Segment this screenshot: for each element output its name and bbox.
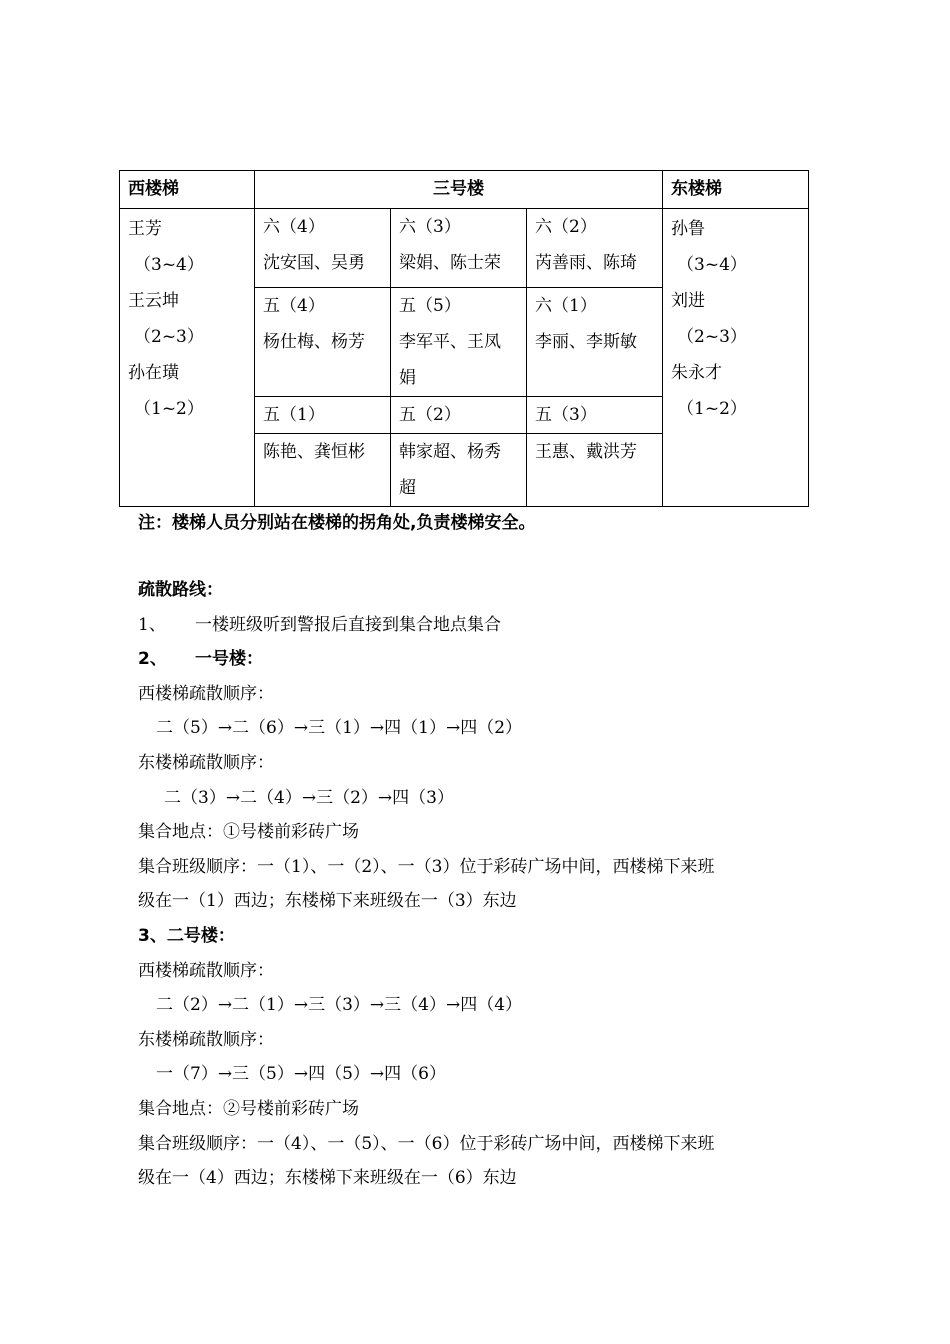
routes-title: 疏散路线：	[138, 580, 223, 600]
staff-floors: （2~3）	[134, 327, 204, 347]
class-cell	[527, 209, 663, 288]
class-label: 五（4）	[263, 296, 325, 316]
teacher-names: 王惠、戴洪芳	[535, 442, 637, 462]
staff-name: 孙鲁	[671, 219, 706, 239]
route-item-2	[138, 642, 838, 677]
building2-assembly-point: 集合地点：②号楼前彩砖广场	[138, 1098, 359, 1119]
header-east-stairs: 东楼梯	[663, 171, 809, 209]
table-header-row	[120, 171, 809, 209]
class-label: 五（3）	[535, 405, 597, 425]
staff-name: 刘进	[671, 291, 706, 311]
class-cell	[527, 288, 663, 397]
staff-floors: （1~2）	[134, 399, 204, 419]
class-cell	[255, 288, 391, 397]
west-staff-cell	[120, 209, 255, 507]
class-cell	[391, 397, 527, 434]
item-text: 一楼班级听到警报后直接到集合地点集合	[195, 614, 501, 635]
table-row	[120, 209, 809, 288]
route-item-1	[138, 608, 838, 643]
class-cell	[391, 288, 527, 397]
header-building-3: 三号楼	[255, 171, 663, 209]
evacuation-routes	[138, 573, 838, 1196]
building2-order-line2: 级在一（4）西边；东楼梯下来班级在一（6）东边	[138, 1168, 517, 1189]
east-staff-cell	[663, 209, 809, 507]
building1-west-sequence: 二（5）→二（6）→三（1）→四（1）→四（2）	[156, 718, 523, 739]
class-label: 六（2）	[535, 217, 597, 237]
class-label: 五（5）	[399, 296, 461, 316]
item-number: 2、	[138, 649, 167, 670]
staff-name: 孙在璜	[128, 363, 179, 383]
building1-east-label: 东楼梯疏散顺序：	[138, 752, 274, 773]
staff-floors: （1~2）	[677, 399, 747, 419]
staff-floors: （3~4）	[677, 255, 747, 275]
building1-west-label: 西楼梯疏散顺序：	[138, 683, 274, 704]
teacher-names: 韩家超、杨秀	[399, 442, 501, 462]
class-label: 六（4）	[263, 217, 325, 237]
staff-floors: （2~3）	[677, 327, 747, 347]
class-cell	[527, 397, 663, 434]
stair-duty-table	[119, 170, 809, 507]
staff-name: 王芳	[128, 219, 162, 239]
header-west-stairs: 西楼梯	[120, 171, 255, 209]
building1-order-line1: 集合班级顺序：一（1）、一（2）、一（3）位于彩砖广场中间，西楼梯下来班	[138, 856, 715, 877]
class-cell	[391, 209, 527, 288]
teacher-names-cont: 娟	[399, 368, 416, 388]
building1-order-line2: 级在一（1）西边；东楼梯下来班级在一（3）东边	[138, 891, 517, 912]
building1-east-sequence: 二（3）→二（4）→三（2）→四（3）	[164, 787, 454, 808]
class-label: 五（1）	[263, 405, 325, 425]
teacher-cell	[527, 434, 663, 507]
class-label: 五（2）	[399, 405, 461, 425]
staff-floors: （3~4）	[134, 255, 204, 275]
building2-west-label: 西楼梯疏散顺序：	[138, 960, 274, 981]
teacher-names: 杨仕梅、杨芳	[263, 332, 365, 352]
building2-east-label: 东楼梯疏散顺序：	[138, 1029, 274, 1050]
building2-order-line1: 集合班级顺序：一（4）、一（5）、一（6）位于彩砖广场中间，西楼梯下来班	[138, 1133, 715, 1154]
class-label: 六（3）	[399, 217, 461, 237]
teacher-names-cont: 超	[399, 478, 416, 498]
teacher-names: 梁娟、陈士荣	[399, 253, 501, 273]
item-number: 1、	[138, 614, 166, 635]
staff-name: 朱永才	[671, 363, 723, 383]
route-item-3: 3、二号楼：	[138, 925, 235, 946]
class-label: 六（1）	[535, 296, 597, 316]
teacher-names: 李丽、李斯敏	[535, 332, 637, 352]
teacher-cell	[391, 434, 527, 507]
staff-name: 王云坤	[128, 291, 179, 311]
table-note: 注：楼梯人员分别站在楼梯的拐角处,负责楼梯安全。	[138, 513, 536, 533]
building2-west-sequence: 二（2）→二（1）→三（3）→三（4）→四（4）	[156, 995, 523, 1016]
class-cell	[255, 397, 391, 434]
item-text: 一号楼：	[195, 649, 263, 670]
building1-assembly-point: 集合地点：①号楼前彩砖广场	[138, 822, 359, 843]
teacher-names: 李军平、王凤	[399, 332, 501, 352]
teacher-names: 芮善雨、陈琦	[535, 253, 637, 273]
class-cell	[255, 209, 391, 288]
teacher-names: 沈安国、吴勇	[263, 253, 365, 273]
building2-east-sequence: 一（7）→三（5）→四（5）→四（6）	[156, 1064, 446, 1085]
teacher-cell	[255, 434, 391, 507]
teacher-names: 陈艳、龚恒彬	[263, 442, 365, 462]
